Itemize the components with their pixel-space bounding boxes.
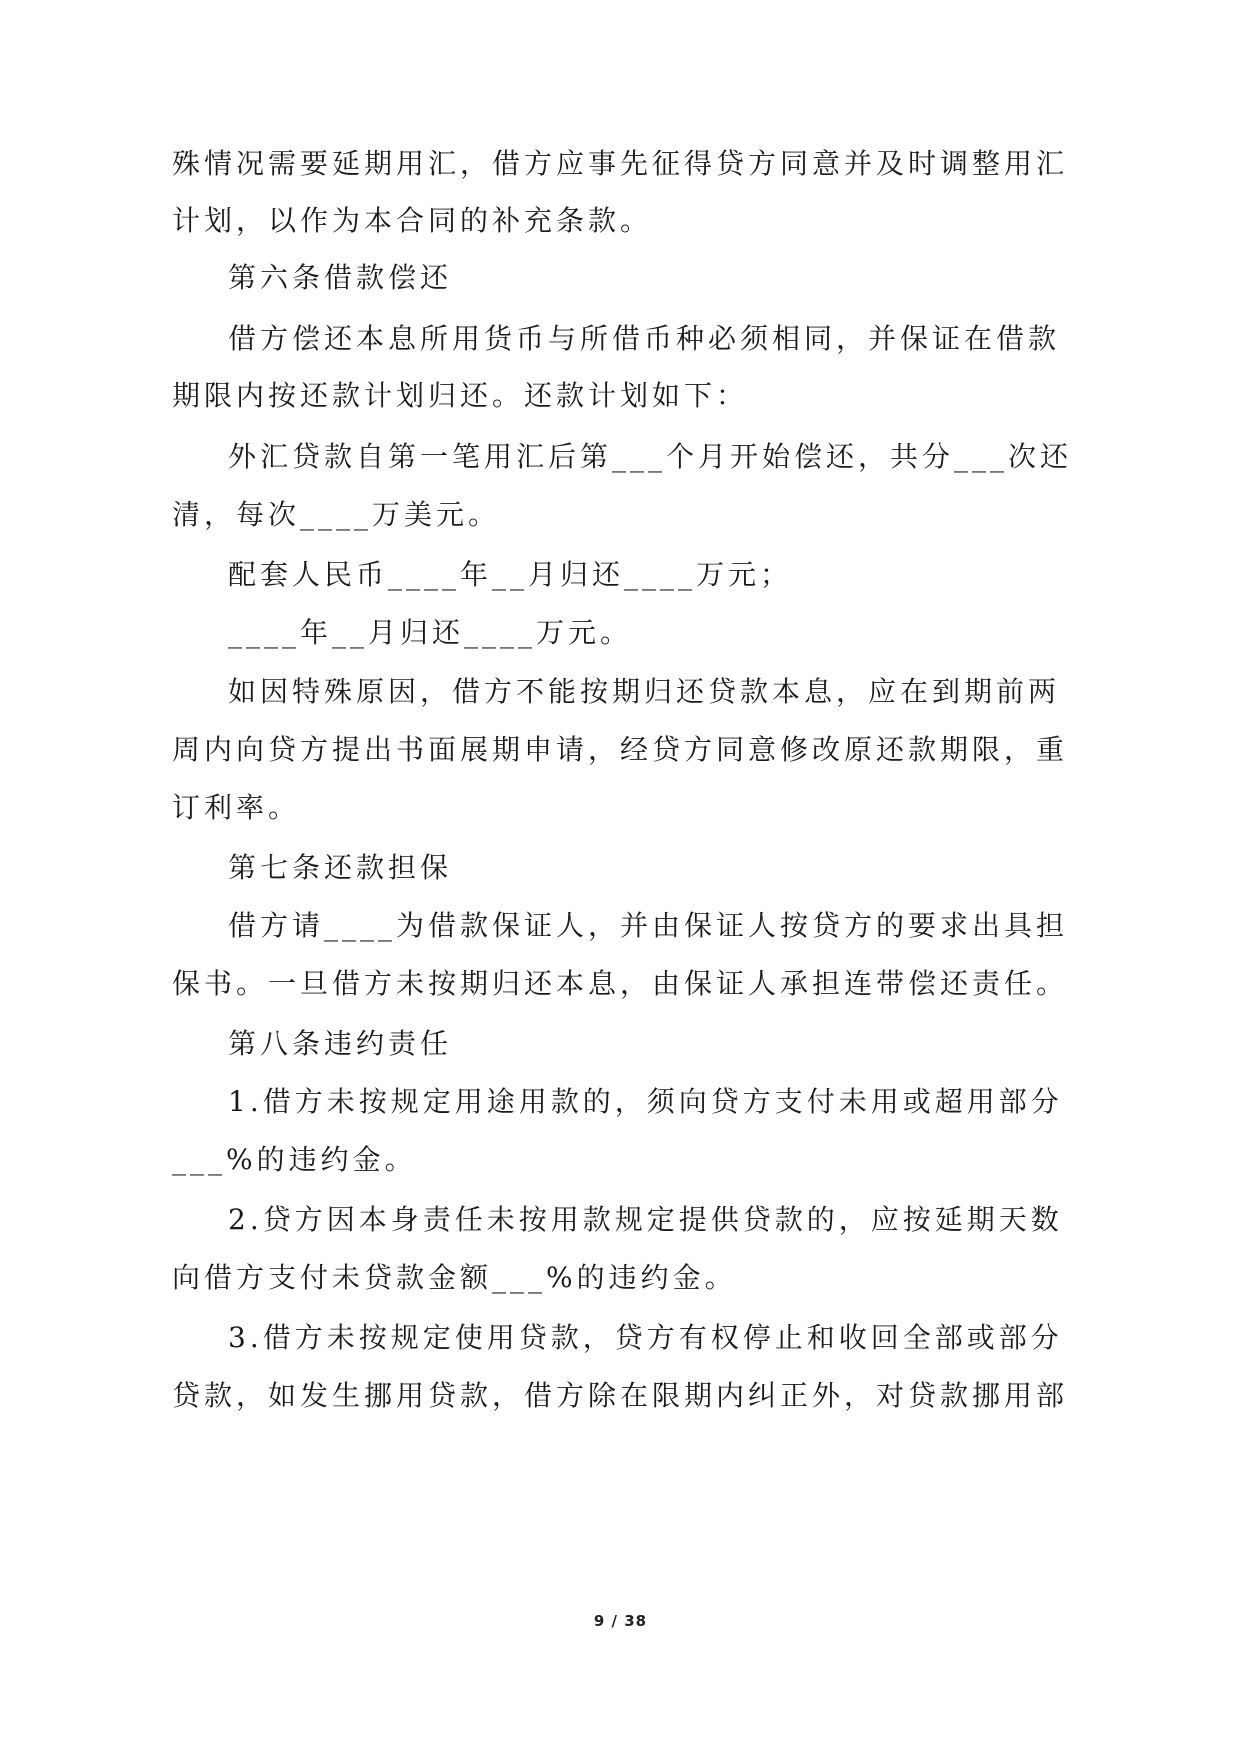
text-line: 保书。一旦借方未按期归还本息，由保证人承担连带偿还责任。 — [172, 967, 1069, 1000]
text-line: 配套人民币____年__月归还____万元； — [228, 558, 793, 591]
text-line: 周内向贷方提出书面展期申请，经贷方同意修改原还款期限，重 — [172, 733, 1069, 766]
text-line: 1.借方未按规定用途用款的，须向贷方支付未用或超用部分 — [228, 1085, 1063, 1118]
text-line: 外汇贷款自第一笔用汇后第___个月开始偿还，共分___次还 — [228, 440, 1073, 473]
section-heading: 第七条还款担保 — [228, 851, 453, 884]
text-line: 期限内按还款计划归还。还款计划如下： — [172, 379, 749, 412]
section-heading: 第六条借款偿还 — [228, 261, 453, 294]
section-heading: 第八条违约责任 — [228, 1027, 453, 1060]
text-line: 殊情况需要延期用汇，借方应事先征得贷方同意并及时调整用汇 — [172, 147, 1069, 180]
text-line: 借方请____为借款保证人，并由保证人按贷方的要求出具担 — [228, 909, 1069, 942]
text-line: 清，每次____万美元。 — [172, 498, 501, 531]
text-line: 借方偿还本息所用货币与所借币种必须相同，并保证在借款 — [228, 322, 1061, 355]
text-line: ___%的违约金。 — [172, 1143, 417, 1176]
text-line: 向借方支付未贷款金额___%的违约金。 — [172, 1261, 737, 1294]
text-line: 2.贷方因本身责任未按用款规定提供贷款的，应按延期天数 — [228, 1203, 1063, 1236]
text-line: 计划，以作为本合同的补充条款。 — [172, 204, 653, 237]
text-line: 贷款，如发生挪用贷款，借方除在限期内纠正外，对贷款挪用部 — [172, 1379, 1069, 1412]
text-line: 3.借方未按规定使用贷款，贷方有权停止和收回全部或部分 — [228, 1321, 1063, 1354]
text-line: 如因特殊原因，借方不能按期归还贷款本息，应在到期前两 — [228, 675, 1061, 708]
page-number: 9 / 38 — [593, 1612, 648, 1630]
text-line: 订利率。 — [172, 791, 301, 824]
text-line: ____年__月归还____万元。 — [228, 616, 633, 649]
